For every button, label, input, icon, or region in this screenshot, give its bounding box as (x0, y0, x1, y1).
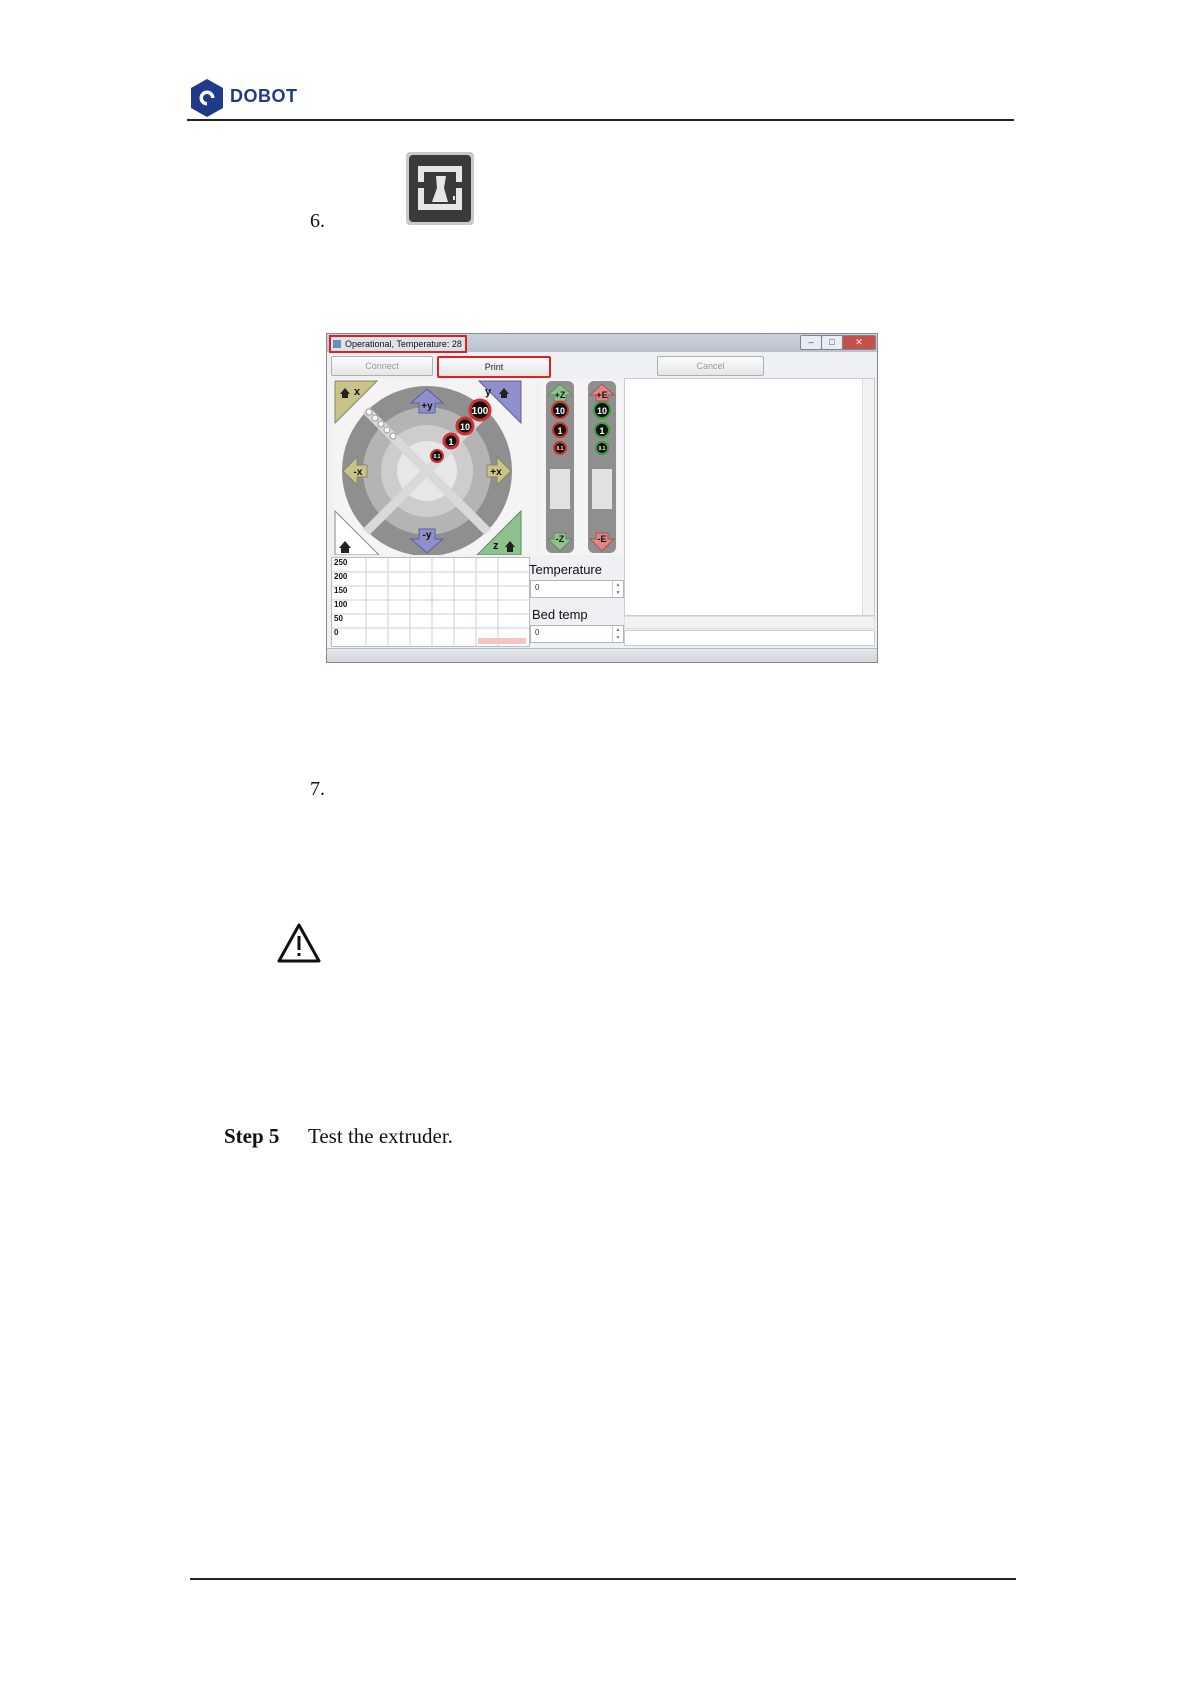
connect-button[interactable]: Connect (331, 356, 433, 376)
print-icon (406, 152, 474, 225)
e-minus-label: -E (597, 534, 607, 544)
temperature-label: Temperature (529, 562, 602, 577)
y-tick-100: 100 (334, 600, 348, 609)
step-0-1-button[interactable] (431, 450, 443, 462)
minus-y-label: -y (422, 530, 432, 541)
bed-temp-value: 0 (535, 628, 540, 637)
step-100-button[interactable] (470, 400, 490, 420)
printer-host-window (326, 333, 878, 663)
warning-icon (276, 922, 322, 964)
temperature-value: 0 (535, 583, 540, 592)
e-step-0-1-label: 0.1 (598, 446, 606, 452)
header-divider (187, 119, 1014, 121)
dobot-logo-icon (189, 78, 225, 118)
minus-x-label: -x (353, 467, 363, 478)
cancel-button[interactable]: Cancel (657, 356, 764, 376)
close-button[interactable]: ✕ (842, 335, 876, 350)
home-y-label: y (485, 386, 492, 398)
print-button[interactable]: Print (437, 356, 551, 378)
e-step-1-button[interactable] (595, 423, 609, 437)
maximize-button[interactable]: □ (821, 335, 843, 350)
app-icon (333, 340, 341, 348)
bed-temp-input[interactable] (530, 625, 624, 643)
step-1-button[interactable] (444, 434, 458, 448)
z-step-10-button[interactable] (552, 402, 568, 418)
step-10-label: 10 (459, 422, 471, 432)
home-z-label: z (493, 540, 499, 552)
y-tick-250: 250 (334, 558, 348, 567)
plus-y-label: +y (421, 401, 433, 412)
step-text: Test the extruder. (308, 1124, 453, 1148)
home-x-label: x (354, 386, 361, 398)
y-tick-200: 200 (334, 572, 348, 581)
temperature-graph (331, 557, 530, 647)
step-1-label: 1 (448, 437, 454, 447)
e-step-10-label: 10 (596, 406, 608, 416)
footer-divider (190, 1578, 1016, 1580)
y-tick-50: 50 (334, 614, 343, 623)
temperature-input[interactable] (530, 580, 624, 598)
list-number-6: 6. (310, 210, 325, 232)
e-step-1-label: 1 (599, 426, 605, 436)
log-vertical-scrollbar[interactable] (862, 379, 874, 615)
plus-x-label: +x (490, 467, 502, 478)
window-title (329, 335, 467, 353)
step-label: Step 5 (224, 1124, 280, 1148)
graph-grid (332, 558, 529, 646)
e-plus-label: +E (596, 390, 608, 400)
e-step-10-button[interactable] (594, 402, 610, 418)
step-0-1-label: 0.1 (433, 454, 441, 460)
window-title-text: Operational, Temperature: 28 (345, 339, 462, 349)
y-tick-150: 150 (334, 586, 348, 595)
minimize-button[interactable]: – (800, 335, 822, 350)
y-tick-0: 0 (334, 628, 339, 637)
z-step-10-label: 10 (554, 406, 566, 416)
bed-temp-stepper[interactable]: ▲ ▼ (612, 626, 623, 642)
z-step-1-button[interactable] (553, 423, 567, 437)
z-plus-label: +Z (554, 390, 566, 400)
step-10-button[interactable] (457, 418, 473, 434)
z-step-0-1-label: 0.1 (556, 446, 564, 452)
log-horizontal-scrollbar[interactable] (624, 616, 875, 629)
z-step-0-1-button[interactable] (554, 442, 566, 454)
bed-temp-label: Bed temp (532, 607, 588, 622)
z-minus-label: -Z (555, 534, 565, 544)
step-100-label: 100 (471, 406, 489, 417)
status-bar (327, 648, 877, 663)
window-title-bar (327, 334, 877, 352)
xy-jog-control (333, 379, 537, 555)
log-output[interactable] (624, 378, 875, 616)
z-step-1-label: 1 (557, 426, 563, 436)
temperature-stepper[interactable]: ▲ ▼ (612, 581, 623, 597)
z-e-axis-control (539, 379, 623, 555)
brand-name: DOBOT (230, 86, 298, 106)
command-input[interactable] (624, 630, 875, 646)
list-number-7: 7. (310, 778, 325, 800)
e-step-0-1-button[interactable] (596, 442, 608, 454)
